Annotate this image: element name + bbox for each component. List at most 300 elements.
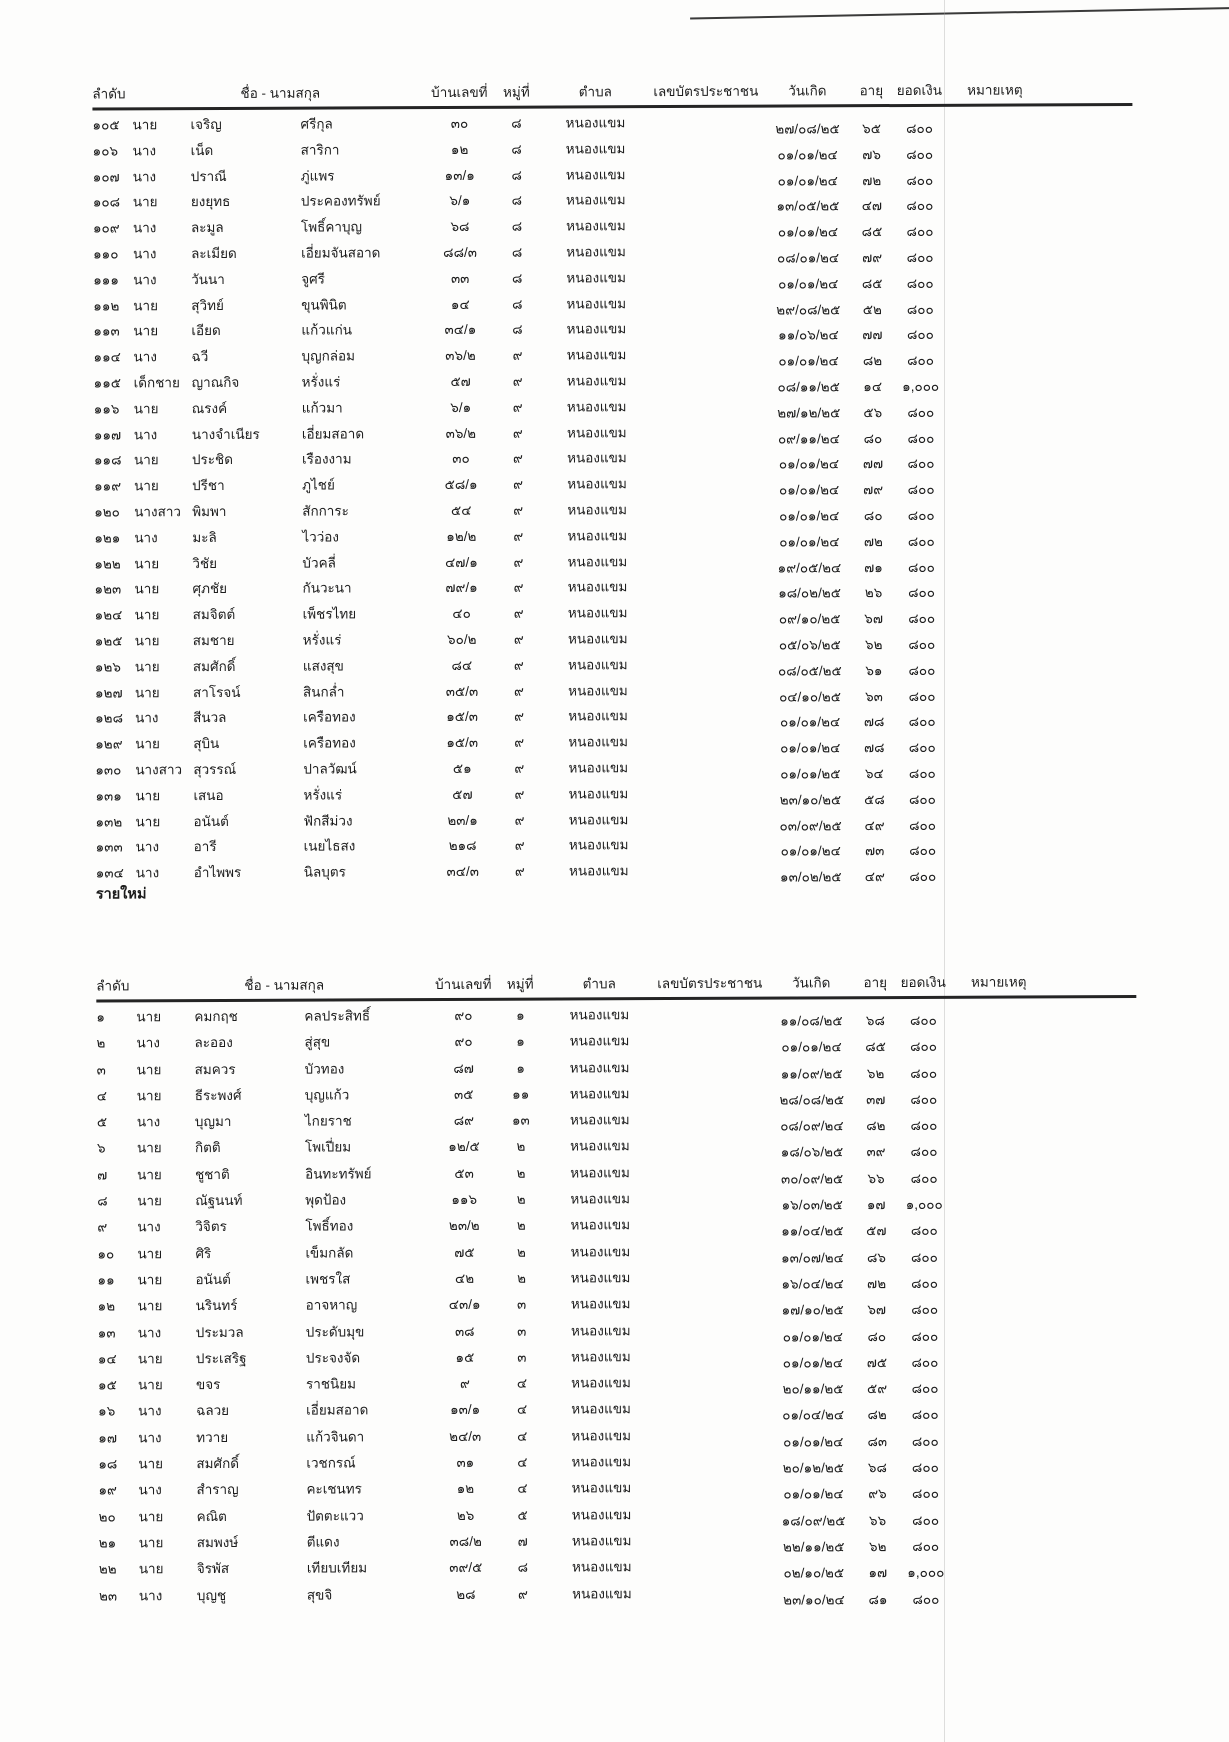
cell-last-name: แก้วแก่น <box>301 322 352 339</box>
cell-age: ๗๒ <box>862 172 882 188</box>
cell-moo: ๒ <box>516 1139 526 1155</box>
cell-id-card <box>650 501 765 502</box>
cell-title: นาย <box>136 1061 162 1077</box>
cell-first-name: ณรงค์ <box>191 400 228 416</box>
cell-tambon: หนองแขม <box>571 1559 632 1575</box>
cell-no: ๕ <box>96 1114 108 1130</box>
cell-moo: ๙ <box>513 631 524 647</box>
table-header-row <box>96 966 1136 1003</box>
cell-moo: ๙ <box>513 605 524 621</box>
cell-no: ๑๒๖ <box>94 659 121 675</box>
cell-tambon: หนองแขม <box>570 1270 631 1286</box>
cell-tambon: หนองแขม <box>570 1164 630 1181</box>
cell-house-no: ๔๐ <box>452 606 471 622</box>
cell-id-card <box>653 1190 768 1191</box>
table-body-continued <box>92 106 1135 890</box>
cell-moo: ๑๑ <box>512 1086 530 1102</box>
cell-tambon: หนองแขม <box>569 1007 630 1023</box>
cell-age: ๖๑ <box>865 662 883 678</box>
column-header-house-no: บ้านเลขที่ <box>435 976 492 993</box>
cell-first-name: อำไพพร <box>193 865 242 881</box>
cell-amount: ๘๐๐ <box>911 1486 939 1502</box>
cell-title: นางสาว <box>135 762 183 778</box>
column-header-tambon: ตำบล <box>582 976 616 992</box>
cell-first-name: คณิต <box>196 1508 227 1524</box>
cell-amount: ๘๐๐ <box>907 456 935 472</box>
cell-first-name: บุญชู <box>196 1587 227 1603</box>
cell-birth-date: ๑๖/๐๓/๒๕ <box>781 1197 843 1213</box>
cell-tambon: หนองแขม <box>568 708 628 724</box>
cell-id-card <box>651 733 766 734</box>
cell-last-name: เนยไธสง <box>303 838 356 854</box>
table-row <box>96 860 1136 890</box>
cell-amount: ๘๐๐ <box>907 559 935 575</box>
cell-moo: ๒ <box>516 1191 526 1207</box>
cell-tambon: หนองแขม <box>571 1427 632 1444</box>
cell-no: ๑ <box>96 1009 106 1025</box>
cell-amount: ๘๐๐ <box>910 1144 938 1160</box>
cell-no: ๑๓๓ <box>95 839 123 855</box>
cell-age: ๗๖ <box>862 146 882 162</box>
cell-first-name: สีนวล <box>193 710 227 726</box>
cell-age: ๖๒ <box>866 1065 885 1081</box>
cell-tambon: หนองแขม <box>565 115 626 131</box>
cell-title: นาง <box>133 426 158 442</box>
cell-house-no: ๓๘ <box>454 1323 475 1339</box>
cell-no: ๑๑๕ <box>93 375 122 391</box>
cell-title: นาง <box>138 1403 162 1419</box>
cell-title: นาย <box>133 297 159 313</box>
cell-no: ๑๔ <box>97 1351 117 1367</box>
cell-first-name: อนันต์ <box>195 1271 231 1288</box>
cell-house-no: ๗๕ <box>454 1244 475 1260</box>
cell-tambon: หนองแขม <box>568 785 629 802</box>
cell-tambon: หนองแขม <box>566 424 627 441</box>
cell-no: ๑๒ <box>97 1298 116 1314</box>
cell-id-card <box>655 1532 770 1533</box>
cell-moo: ๙ <box>513 580 524 596</box>
cell-id-card <box>649 191 764 192</box>
cell-no: ๔ <box>96 1088 107 1104</box>
cell-id-card <box>653 1242 768 1243</box>
cell-first-name: สุบิน <box>193 736 220 752</box>
cell-age: ๑๗ <box>866 1197 886 1213</box>
cell-id-card <box>653 1269 768 1270</box>
cell-age: ๘๑ <box>868 1591 888 1607</box>
section-title-new-entries: รายใหม่ <box>95 886 147 903</box>
cell-last-name: สักการะ <box>302 503 349 519</box>
cell-age: ๘๒ <box>866 1118 886 1134</box>
cell-last-name: ฟักสีม่วง <box>303 812 353 829</box>
cell-first-name: สุวิทย์ <box>191 297 224 313</box>
cell-first-name: คมกฤช <box>194 1008 238 1025</box>
cell-title: นาย <box>134 658 160 675</box>
cell-moo: ๙ <box>514 708 525 725</box>
cell-first-name: ปรีชา <box>192 478 225 494</box>
cell-age: ๒๖ <box>864 585 883 601</box>
cell-age: ๗๘ <box>863 740 885 756</box>
cell-title: นาย <box>134 684 160 700</box>
cell-age: ๘๒ <box>867 1407 887 1423</box>
cell-no: ๒๐ <box>98 1509 116 1525</box>
cell-moo: ๓ <box>517 1323 527 1339</box>
cell-amount: ๘๐๐ <box>907 482 935 498</box>
cell-age: ๖๘ <box>867 1460 887 1476</box>
cell-first-name: สาโรจน์ <box>192 684 241 700</box>
cell-id-card <box>649 243 764 244</box>
cell-tambon: หนองแขม <box>567 605 628 621</box>
cell-amount: ๘๐๐ <box>908 611 936 627</box>
cell-tambon: หนองแขม <box>569 1033 630 1049</box>
cell-amount: ๘๐๐ <box>906 327 934 343</box>
column-header-age: อายุ <box>859 83 884 99</box>
cell-tambon: หนองแขม <box>569 1086 630 1102</box>
cell-id-card <box>655 1505 770 1506</box>
cell-no: ๒๑ <box>98 1535 117 1551</box>
cell-id-card <box>651 810 766 811</box>
cell-moo: ๓ <box>517 1349 527 1365</box>
cell-house-no: ๘๘/๓ <box>443 244 477 260</box>
cell-moo: ๙ <box>514 863 525 879</box>
cell-amount: ๘๐๐ <box>908 791 936 807</box>
cell-tambon: หนองแขม <box>567 476 627 492</box>
cell-birth-date: ๐๘/๑๑/๒๕ <box>777 379 840 395</box>
cell-last-name: กันวะนา <box>302 580 352 596</box>
cell-birth-date: ๑๘/๐๒/๒๕ <box>778 585 841 601</box>
cell-title: นาง <box>133 272 157 288</box>
cell-amount: ๘๐๐ <box>911 1459 939 1476</box>
cell-first-name: วิชัย <box>192 555 218 571</box>
cell-title: นาย <box>138 1508 164 1524</box>
cell-age: ๗๓ <box>864 843 885 859</box>
cell-moo: ๘ <box>511 244 523 260</box>
cell-birth-date: ๐๑/๐๑/๒๔ <box>777 147 838 163</box>
cell-title: นาง <box>132 168 157 184</box>
cell-house-no: ๕๗ <box>450 373 471 389</box>
cell-moo: ๙ <box>513 657 524 673</box>
cell-last-name: ศรีกุล <box>300 116 333 132</box>
cell-amount: ๘๐๐ <box>906 224 934 240</box>
cell-last-name: นิลบุตร <box>303 864 346 880</box>
table-row <box>99 1583 1139 1614</box>
cell-age: ๖๘ <box>865 1013 885 1029</box>
cell-birth-date: ๑๓/๐๕/๒๕ <box>776 198 840 214</box>
cell-tambon: หนองแขม <box>568 863 629 879</box>
cell-tambon: หนองแขม <box>567 553 628 570</box>
cell-first-name: สมควร <box>194 1061 236 1077</box>
cell-house-no: ๕๔ <box>450 502 472 518</box>
cell-moo: ๙ <box>513 502 524 518</box>
cell-birth-date: ๐๒/๑๐/๒๕ <box>783 1565 845 1581</box>
cell-title: นาย <box>137 1298 163 1314</box>
cell-moo: ๒ <box>516 1165 526 1181</box>
cell-house-no: ๕๓ <box>454 1165 474 1181</box>
cell-birth-date: ๒๘/๐๘/๒๕ <box>779 1092 845 1108</box>
cell-birth-date: ๑๑/๐๖/๒๔ <box>778 327 839 343</box>
cell-moo: ๒ <box>516 1244 526 1260</box>
cell-amount: ๘๐๐ <box>912 1512 940 1528</box>
cell-no: ๑๒๒ <box>94 555 121 572</box>
cell-id-card <box>654 1321 769 1322</box>
cell-moo: ๔ <box>516 1402 528 1418</box>
cell-moo: ๘ <box>511 115 522 131</box>
cell-birth-date: ๑๘/๐๖/๒๕ <box>780 1144 844 1161</box>
cell-first-name: ทวาย <box>196 1429 229 1445</box>
cell-house-no: ๔๗/๑ <box>445 554 478 570</box>
cell-birth-date: ๑๙/๐๕/๒๔ <box>777 559 842 576</box>
cell-last-name: เครือทอง <box>303 735 356 751</box>
cell-amount: ๘๐๐ <box>912 1538 940 1554</box>
cell-last-name: ไวว่อง <box>302 529 339 545</box>
cell-first-name: สำราญ <box>196 1482 239 1498</box>
cell-last-name: ไกยราช <box>304 1113 352 1129</box>
cell-no: ๑๒๗ <box>94 684 123 701</box>
cell-first-name: ณัฐนนท์ <box>195 1192 243 1209</box>
cell-moo: ๓ <box>516 1296 527 1312</box>
cell-no: ๒๒ <box>98 1561 117 1577</box>
cell-first-name: ศุภชัย <box>192 581 228 597</box>
cell-first-name: เจริญ <box>190 116 222 133</box>
cell-last-name: ตีแดง <box>306 1534 340 1550</box>
cell-id-card <box>650 475 765 476</box>
cell-birth-date: ๐๑/๐๑/๒๕ <box>780 766 841 782</box>
cell-last-name: เทียบเทียม <box>306 1560 368 1576</box>
cell-birth-date: ๐๔/๑๐/๒๕ <box>779 688 841 705</box>
cell-id-card <box>654 1374 769 1375</box>
cell-birth-date: ๑๓/๐๗/๒๔ <box>781 1249 844 1266</box>
cell-title: นาย <box>134 478 159 494</box>
cell-title: นาย <box>136 1140 162 1156</box>
cell-moo: ๘ <box>511 270 523 286</box>
cell-title: นาย <box>135 813 161 829</box>
column-header-id-card: เลขบัตรประชาชน <box>657 975 763 992</box>
cell-title: นาง <box>133 349 157 365</box>
cell-birth-date: ๐๓/๐๙/๒๕ <box>779 817 842 834</box>
cell-first-name: กิตติ <box>194 1140 221 1156</box>
cell-tambon: หนองแขม <box>567 450 627 466</box>
cell-no: ๑๐๘ <box>92 194 121 210</box>
cell-age: ๕๙ <box>866 1381 888 1397</box>
column-header-remark: หมายเหตุ <box>967 82 1023 98</box>
cell-no: ๑๒๙ <box>95 736 123 752</box>
cell-tambon: หนองแขม <box>565 166 626 183</box>
cell-house-no: ๓๔/๑ <box>444 322 477 338</box>
cell-house-no: ๑๕/๓ <box>446 734 479 751</box>
cell-id-card <box>651 630 766 631</box>
cell-moo: ๘ <box>511 141 522 157</box>
cell-house-no: ๒๓/๒ <box>448 1218 480 1234</box>
cell-title: นาย <box>133 323 159 339</box>
cell-id-card <box>652 1006 767 1007</box>
cell-first-name: ประมวล <box>195 1324 244 1340</box>
cell-title: นาง <box>135 710 159 726</box>
cell-moo: ๙ <box>512 373 523 389</box>
cell-house-no: ๖/๑ <box>449 193 471 209</box>
cell-moo: ๘ <box>512 322 523 338</box>
cell-amount: ๘๐๐ <box>907 430 935 446</box>
column-header-birth-date: วันเกิด <box>788 83 827 99</box>
cell-first-name: ประเสริฐ <box>195 1350 247 1366</box>
cell-amount: ๘๐๐ <box>911 1381 939 1397</box>
cell-no: ๑๘ <box>98 1456 118 1472</box>
cell-age: ๖๖ <box>868 1512 887 1528</box>
cell-last-name: หรั่งแร่ <box>303 787 343 803</box>
cell-amount: ๘๐๐ <box>908 714 936 730</box>
cell-birth-date: ๐๑/๐๑/๒๔ <box>783 1486 844 1502</box>
column-header-name: ชื่อ - นามสกุล <box>244 977 325 993</box>
cell-house-no: ๑๕ <box>455 1349 475 1365</box>
cell-first-name: สุวรรณ์ <box>193 761 237 778</box>
cell-last-name: สู่สุข <box>304 1034 331 1050</box>
cell-house-no: ๑๓/๑ <box>450 1402 481 1418</box>
cell-no: ๑๑๗ <box>93 426 122 443</box>
cell-birth-date: ๑๑/๐๔/๒๕ <box>781 1223 844 1239</box>
cell-age: ๖๗ <box>867 1302 887 1318</box>
cell-first-name: พิมพา <box>192 503 227 520</box>
cell-last-name: แก้วจินดา <box>306 1429 365 1445</box>
cell-last-name: แสงสุข <box>302 658 344 674</box>
cell-moo: ๘ <box>511 193 523 209</box>
cell-moo: ๙ <box>512 347 523 363</box>
cell-house-no: ๒๑๘ <box>448 838 477 854</box>
cell-amount: ๘๐๐ <box>908 585 936 601</box>
cell-title: นาง <box>138 1482 162 1498</box>
cell-age: ๑๔ <box>863 379 883 395</box>
cell-age: ๗๗ <box>862 327 883 343</box>
cell-moo: ๙ <box>514 786 525 802</box>
cell-tambon: หนองแขม <box>570 1322 631 1339</box>
cell-tambon: หนองแขม <box>570 1138 630 1154</box>
cell-title: นาย <box>138 1561 164 1577</box>
cell-tambon: หนองแขม <box>568 682 628 699</box>
cell-birth-date: ๐๑/๐๑/๒๔ <box>779 508 840 524</box>
cell-id-card <box>649 320 764 321</box>
cell-tambon: หนองแขม <box>571 1454 632 1470</box>
cell-last-name: สินกล่ำ <box>302 683 345 700</box>
cell-amount: ๘๐๐ <box>911 1302 939 1318</box>
cell-first-name: ชูชาติ <box>195 1166 230 1182</box>
cell-birth-date: ๑๑/๐๘/๒๕ <box>780 1013 843 1029</box>
column-header-moo: หมู่ที่ <box>506 976 534 992</box>
cell-id-card <box>650 397 765 398</box>
cell-house-no: ๑๔ <box>450 296 470 312</box>
cell-amount: ๘๐๐ <box>910 1223 938 1239</box>
cell-no: ๑๑๔ <box>93 349 121 365</box>
cell-first-name: สมพงษ์ <box>196 1534 239 1551</box>
cell-no: ๑๒๑ <box>94 530 121 546</box>
cell-age: ๘๓ <box>867 1433 888 1449</box>
cell-id-card <box>650 578 765 579</box>
column-header-no: ลำดับ <box>92 86 126 102</box>
cell-title: นาย <box>137 1245 163 1262</box>
cell-birth-date: ๐๑/๐๑/๒๔ <box>780 843 841 859</box>
cell-house-no: ๓๕/๓ <box>445 683 479 699</box>
cell-age: ๖๕ <box>862 121 881 137</box>
cell-first-name: ประชิด <box>191 452 234 468</box>
cell-house-no: ๑๒/๕ <box>448 1139 480 1155</box>
cell-age: ๗๗ <box>862 456 884 472</box>
cell-first-name: ยงยุทธ <box>190 194 231 210</box>
cell-id-card <box>649 217 764 218</box>
cell-amount: ๘๐๐ <box>907 353 935 369</box>
cell-age: ๗๕ <box>866 1354 888 1371</box>
cell-last-name: บัวคลี่ <box>302 555 336 571</box>
cell-moo: ๙ <box>512 451 523 467</box>
cell-title: นาง <box>134 530 158 546</box>
cell-last-name: สาริกา <box>300 142 340 158</box>
cell-age: ๗๒ <box>866 1276 887 1292</box>
cell-amount: ๘๐๐ <box>906 120 934 136</box>
cell-amount: ๘๐๐ <box>907 404 935 420</box>
cell-id-card <box>649 346 764 347</box>
cell-house-no: ๖๘ <box>450 219 470 235</box>
cell-birth-date: ๐๙/๑๐/๒๕ <box>778 611 841 627</box>
cell-moo: ๔ <box>516 1375 528 1391</box>
cell-title: นาย <box>137 1193 162 1209</box>
cell-birth-date: ๒๐/๑๑/๒๕ <box>782 1381 844 1397</box>
cell-tambon: หนองแขม <box>567 656 628 673</box>
cell-amount: ๑,๐๐๐ <box>905 1196 943 1213</box>
cell-birth-date: ๐๑/๐๑/๒๔ <box>778 276 839 292</box>
cell-birth-date: ๐๑/๐๑/๒๔ <box>782 1355 844 1371</box>
cell-no: ๑๒๘ <box>95 710 124 726</box>
cell-no: ๒ <box>96 1035 106 1051</box>
cell-title: นาย <box>135 787 161 804</box>
cell-amount: ๘๐๐ <box>912 1591 940 1607</box>
cell-id-card <box>655 1584 770 1585</box>
cell-amount: ๘๐๐ <box>908 636 936 652</box>
cell-house-no: ๘๔ <box>451 657 473 673</box>
cell-moo: ๑๓ <box>511 1112 530 1128</box>
cell-no: ๑๑๒ <box>93 298 120 314</box>
cell-title: นาง <box>137 1324 162 1340</box>
cell-no: ๖ <box>96 1140 106 1157</box>
cell-last-name: พุดป้อง <box>305 1192 347 1208</box>
cell-house-no: ๕๑ <box>452 760 472 776</box>
cell-id-card <box>652 1032 767 1033</box>
cell-no: ๑๑ <box>97 1272 115 1288</box>
cell-house-no: ๓๕ <box>453 1086 474 1102</box>
cell-amount: ๘๐๐ <box>910 1118 938 1134</box>
cell-amount: ๘๐๐ <box>909 868 937 885</box>
column-header-birth-date: วันเกิด <box>792 975 831 991</box>
cell-first-name: บุญมา <box>194 1114 232 1130</box>
cell-no: ๒๓ <box>98 1587 118 1604</box>
cell-age: ๔๙ <box>864 817 885 833</box>
cell-id-card <box>649 268 764 269</box>
cell-no: ๑๓๒ <box>95 813 123 830</box>
cell-amount: ๑,๐๐๐ <box>902 378 940 394</box>
cell-id-card <box>650 526 765 527</box>
cell-age: ๘๐ <box>867 1328 887 1344</box>
cell-moo: ๙ <box>514 812 525 828</box>
cell-title: นาย <box>132 117 158 133</box>
cell-title: นาง <box>135 865 160 881</box>
cell-last-name: โพเปี่ยม <box>304 1139 352 1156</box>
cell-first-name: ปราณี <box>190 168 227 184</box>
cell-house-no: ๓๐ <box>450 115 469 131</box>
cell-title: นาย <box>137 1272 163 1288</box>
cell-id-card <box>651 655 766 656</box>
cell-house-no: ๑๕/๓ <box>446 709 479 725</box>
cell-house-no: ๓๐ <box>452 451 470 467</box>
cell-birth-date: ๒๒/๑๑/๒๕ <box>782 1539 845 1555</box>
cell-age: ๕๒ <box>862 301 882 317</box>
cell-tambon: หนองแขม <box>568 811 629 827</box>
cell-moo: ๙ <box>512 425 523 441</box>
cell-amount: ๘๐๐ <box>906 198 934 214</box>
cell-amount: ๘๐๐ <box>909 1012 937 1028</box>
